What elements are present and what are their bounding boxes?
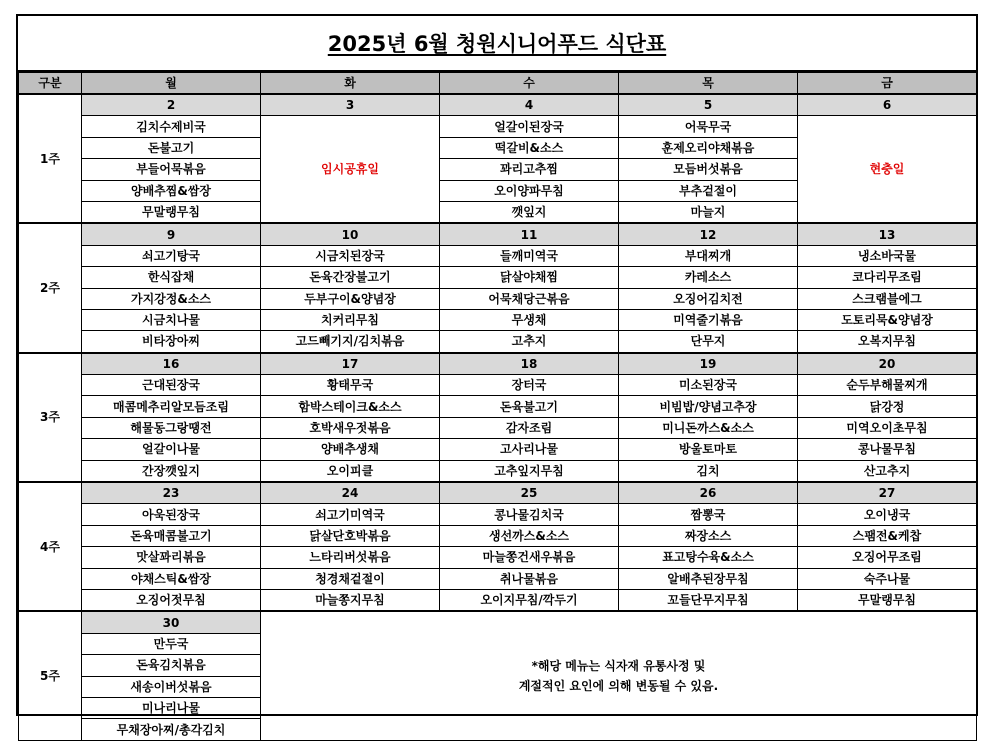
menu-item: 냉소바국물 bbox=[798, 245, 977, 266]
menu-row bbox=[19, 116, 977, 137]
menu-item: 쇠고기탕국 bbox=[82, 245, 261, 266]
menu-item: 마늘지 bbox=[619, 201, 798, 223]
menu-item: 짜장소스 bbox=[619, 525, 798, 546]
menu-item: 고드빼기지/김치볶음 bbox=[261, 331, 440, 353]
header-wed: 수 bbox=[440, 73, 619, 95]
week2-date-row bbox=[19, 223, 977, 245]
menu-item: 장터국 bbox=[440, 375, 619, 396]
week-label: 4주 bbox=[19, 482, 82, 611]
menu-item: 닭살단호박볶음 bbox=[261, 525, 440, 546]
menu-item: 생선까스&소스 bbox=[440, 525, 619, 546]
menu-item: 순두부해물찌개 bbox=[798, 375, 977, 396]
menu-item: 부들어묵볶음 bbox=[82, 159, 261, 180]
menu-item: 쇠고기미역국 bbox=[261, 504, 440, 525]
menu-item: 오이양파무침 bbox=[440, 180, 619, 201]
menu-item: 닭살야채찜 bbox=[440, 267, 619, 288]
menu-row bbox=[19, 417, 977, 438]
menu-item: 짬뽕국 bbox=[619, 504, 798, 525]
menu-row bbox=[19, 396, 977, 417]
menu-item: 마늘쫑지무침 bbox=[261, 589, 440, 611]
menu-row bbox=[19, 460, 977, 482]
menu-item: 산고추지 bbox=[798, 460, 977, 482]
menu-row bbox=[19, 331, 977, 353]
menu-item: 표고탕수육&소스 bbox=[619, 547, 798, 568]
week3-date-row bbox=[19, 353, 977, 375]
menu-row bbox=[19, 504, 977, 525]
menu-item: 닭강정 bbox=[798, 396, 977, 417]
holiday-note: 임시공휴일 bbox=[261, 116, 440, 223]
menu-item: 비빔밥/양념고추장 bbox=[619, 396, 798, 417]
menu-item: 숙주나물 bbox=[798, 568, 977, 589]
menu-item: 어묵채당근볶음 bbox=[440, 288, 619, 309]
menu-item: 방울토마토 bbox=[619, 439, 798, 460]
menu-item: 김치수제비국 bbox=[82, 116, 261, 137]
week-label: 2주 bbox=[19, 223, 82, 352]
menu-item: 마늘쫑건새우볶음 bbox=[440, 547, 619, 568]
menu-item: 근대된장국 bbox=[82, 375, 261, 396]
menu-row bbox=[19, 288, 977, 309]
menu-item: 오이냉국 bbox=[798, 504, 977, 525]
menu-item: 치커리무침 bbox=[261, 309, 440, 330]
menu-item: 오이지무침/깍두기 bbox=[440, 589, 619, 611]
menu-item: 미소된장국 bbox=[619, 375, 798, 396]
title-box bbox=[18, 16, 976, 72]
menu-item: 도토리묵&양념장 bbox=[798, 309, 977, 330]
menu-row bbox=[19, 375, 977, 396]
menu-item: 아욱된장국 bbox=[82, 504, 261, 525]
menu-item: 만두국 bbox=[82, 633, 261, 654]
date-cell: 19 bbox=[619, 353, 798, 375]
menu-item: 콩나물김치국 bbox=[440, 504, 619, 525]
menu-item: 단무지 bbox=[619, 331, 798, 353]
menu-item: 고사리나물 bbox=[440, 439, 619, 460]
date-cell: 27 bbox=[798, 482, 977, 504]
menu-item: 무생채 bbox=[440, 309, 619, 330]
menu-item: 야채스틱&쌈장 bbox=[82, 568, 261, 589]
week4-date-row bbox=[19, 482, 977, 504]
menu-item: 느타리버섯볶음 bbox=[261, 547, 440, 568]
menu-row bbox=[19, 267, 977, 288]
menu-row bbox=[19, 439, 977, 460]
menu-item: 취나물볶음 bbox=[440, 568, 619, 589]
date-cell: 24 bbox=[261, 482, 440, 504]
menu-row bbox=[19, 568, 977, 589]
menu-item: 스크램블에그 bbox=[798, 288, 977, 309]
menu-item: 양배추찜&쌈장 bbox=[82, 180, 261, 201]
menu-item: 오이피클 bbox=[261, 460, 440, 482]
menu-item: 간장깻잎지 bbox=[82, 460, 261, 482]
menu-item: 떡갈비&소스 bbox=[440, 137, 619, 158]
menu-item: 얼갈이된장국 bbox=[440, 116, 619, 137]
menu-item: 무말랭무침 bbox=[798, 589, 977, 611]
date-cell: 16 bbox=[82, 353, 261, 375]
menu-item: 한식잡채 bbox=[82, 267, 261, 288]
date-cell: 3 bbox=[261, 94, 440, 116]
menu-item: 새송이버섯볶음 bbox=[82, 676, 261, 697]
header-tue: 화 bbox=[261, 73, 440, 95]
menu-item: 콩나물무침 bbox=[798, 439, 977, 460]
menu-item: 오복지무침 bbox=[798, 331, 977, 353]
date-cell: 12 bbox=[619, 223, 798, 245]
menu-item: 들깨미역국 bbox=[440, 245, 619, 266]
date-cell: 11 bbox=[440, 223, 619, 245]
header-row bbox=[19, 73, 977, 95]
menu-item: 고추지 bbox=[440, 331, 619, 353]
menu-row bbox=[19, 589, 977, 611]
date-cell: 9 bbox=[82, 223, 261, 245]
menu-item: 미역오이초무침 bbox=[798, 417, 977, 438]
menu-item: 두부구이&양념장 bbox=[261, 288, 440, 309]
menu-item: 매콤메추리알모듬조림 bbox=[82, 396, 261, 417]
menu-item: 황태무국 bbox=[261, 375, 440, 396]
date-cell: 30 bbox=[82, 611, 261, 633]
header-gubun: 구분 bbox=[19, 73, 82, 95]
menu-item: 호박새우젓볶음 bbox=[261, 417, 440, 438]
date-cell: 6 bbox=[798, 94, 977, 116]
menu-row bbox=[19, 309, 977, 330]
menu-item: 꼬들단무지무침 bbox=[619, 589, 798, 611]
menu-row bbox=[19, 547, 977, 568]
menu-item: 오징어김치전 bbox=[619, 288, 798, 309]
date-cell: 23 bbox=[82, 482, 261, 504]
menu-item: 무채장아찌/총각김치 bbox=[82, 719, 261, 740]
menu-item: 돈육매콤불고기 bbox=[82, 525, 261, 546]
menu-item: 스팸전&케찹 bbox=[798, 525, 977, 546]
week-label: 1주 bbox=[19, 94, 82, 223]
date-cell: 20 bbox=[798, 353, 977, 375]
date-cell: 10 bbox=[261, 223, 440, 245]
menu-item: 알배추된장무침 bbox=[619, 568, 798, 589]
menu-item: 훈제오리야채볶음 bbox=[619, 137, 798, 158]
week-label: 3주 bbox=[19, 353, 82, 482]
menu-item: 오징어무조림 bbox=[798, 547, 977, 568]
menu-item: 함박스테이크&소스 bbox=[261, 396, 440, 417]
menu-item: 돈육김치볶음 bbox=[82, 655, 261, 676]
notice bbox=[261, 611, 977, 740]
date-cell: 5 bbox=[619, 94, 798, 116]
holiday-note: 현충일 bbox=[798, 116, 977, 223]
menu-item: 돈육불고기 bbox=[440, 396, 619, 417]
menu-item: 깻잎지 bbox=[440, 201, 619, 223]
menu-item: 청경채겉절이 bbox=[261, 568, 440, 589]
date-cell: 4 bbox=[440, 94, 619, 116]
header-fri: 금 bbox=[798, 73, 977, 95]
menu-sheet bbox=[16, 14, 978, 737]
page-title: 2025년 6월 청원시니어푸드 식단표 bbox=[327, 32, 667, 56]
menu-item: 시금치나물 bbox=[82, 309, 261, 330]
menu-row bbox=[19, 525, 977, 546]
date-cell: 18 bbox=[440, 353, 619, 375]
header-thu: 목 bbox=[619, 73, 798, 95]
menu-item: 양배추생채 bbox=[261, 439, 440, 460]
menu-item: 돈불고기 bbox=[82, 137, 261, 158]
menu-item: 미나리나물 bbox=[82, 697, 261, 718]
week-label: 5주 bbox=[19, 611, 82, 740]
menu-item: 비타장아찌 bbox=[82, 331, 261, 353]
menu-item: 얼갈이나물 bbox=[82, 439, 261, 460]
menu-item: 가지강정&소스 bbox=[82, 288, 261, 309]
date-cell: 13 bbox=[798, 223, 977, 245]
week5-date-row bbox=[19, 611, 977, 633]
menu-item: 모듬버섯볶음 bbox=[619, 159, 798, 180]
week1-date-row bbox=[19, 94, 977, 116]
menu-item: 꽈리고추찜 bbox=[440, 159, 619, 180]
menu-item: 돈육간장불고기 bbox=[261, 267, 440, 288]
menu-item: 시금치된장국 bbox=[261, 245, 440, 266]
menu-item: 김치 bbox=[619, 460, 798, 482]
notice-line-1: *해당 메뉴는 식자재 유통사정 및 bbox=[531, 659, 706, 674]
menu-item: 어묵무국 bbox=[619, 116, 798, 137]
menu-item: 감자조림 bbox=[440, 417, 619, 438]
menu-item: 코다리무조림 bbox=[798, 267, 977, 288]
menu-table bbox=[18, 72, 977, 741]
date-cell: 17 bbox=[261, 353, 440, 375]
menu-item: 오징어젓무침 bbox=[82, 589, 261, 611]
date-cell: 26 bbox=[619, 482, 798, 504]
notice-line-2: 계절적인 요인에 의해 변동될 수 있음. bbox=[518, 679, 719, 694]
menu-item: 미니돈까스&소스 bbox=[619, 417, 798, 438]
menu-row bbox=[19, 245, 977, 266]
header-mon: 월 bbox=[82, 73, 261, 95]
menu-item: 무말랭무침 bbox=[82, 201, 261, 223]
menu-item: 미역줄기볶음 bbox=[619, 309, 798, 330]
date-cell: 2 bbox=[82, 94, 261, 116]
menu-item: 부대찌개 bbox=[619, 245, 798, 266]
menu-item: 카레소스 bbox=[619, 267, 798, 288]
menu-item: 맛살꽈리볶음 bbox=[82, 547, 261, 568]
menu-item: 고추잎지무침 bbox=[440, 460, 619, 482]
date-cell: 25 bbox=[440, 482, 619, 504]
menu-item: 부추겉절이 bbox=[619, 180, 798, 201]
menu-item: 해물동그랑땡전 bbox=[82, 417, 261, 438]
